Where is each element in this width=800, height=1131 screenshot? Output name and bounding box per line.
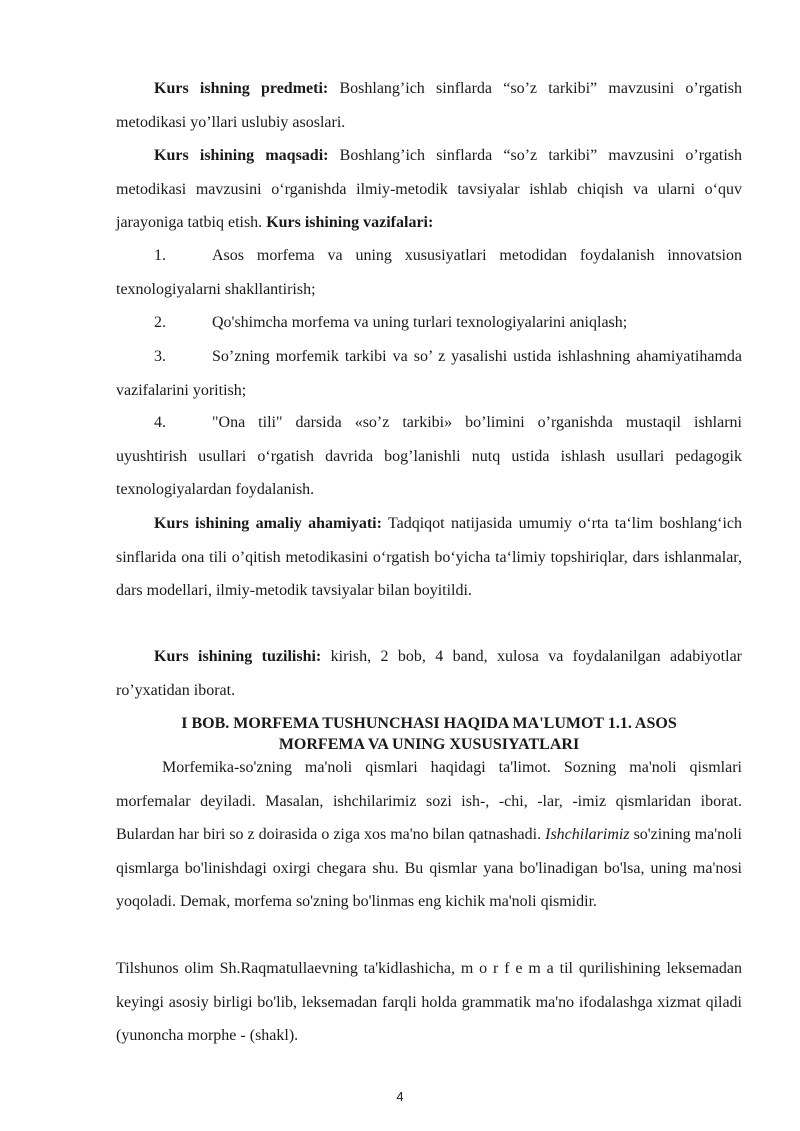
task-number: 3. <box>154 348 166 365</box>
label-tasks: Kurs ishining vazifalari: <box>266 214 434 231</box>
task-item-3 <box>116 340 742 407</box>
task-item-1 <box>116 239 742 306</box>
task-item-2 <box>116 306 742 340</box>
label-goal: Kurs ishining maqsadi: <box>154 147 329 164</box>
paragraph-morphemics <box>116 751 742 919</box>
paragraph-significance <box>116 507 742 608</box>
task-number: 2. <box>154 314 166 331</box>
task-number: 4. <box>154 414 166 431</box>
text-significance: Tadqiqot natijasida umumiy o‘rta ta‘lim boshlang‘ich sinflarida ona tili o’qitish metodikasini o‘rgatish bo‘yicha ta‘limiy topshiriqlar, dars ishlanmalar, dars modellari, ilmiy-metodik tavsiyalar bilan boyitildi. <box>116 515 742 599</box>
label-structure: Kurs ishining tuzilishi: <box>154 648 322 665</box>
paragraph-goal <box>116 139 742 240</box>
text-goal: Boshlang’ich sinflarda “so’z tarkibi” mavzusini o’rgatish metodikasi mavzusini o‘rganishda ilmiy-metodik tavsiyalar ishlab chiqish va ularni o‘quv jarayoniga tatbiq etish. <box>116 147 742 231</box>
label-significance: Kurs ishining amaliy ahamiyati: <box>154 515 382 532</box>
paragraph-structure <box>116 640 742 707</box>
task-number: 1. <box>154 247 166 264</box>
paragraph-linguist <box>116 952 742 1053</box>
task-text: Qo'shimcha morfema va uning turlari texnologiyalarini aniqlash; <box>212 314 628 331</box>
text-morphemics-italic: Ishchilarimiz <box>545 826 630 843</box>
chapter-heading-line1: I BOB. MORFEMA TUSHUNCHASI HAQIDA MA'LUMOT 1.1. ASOS <box>181 715 677 732</box>
paragraph-subject <box>116 72 742 139</box>
chapter-heading-line2: MORFEMA VA UNING XUSUSIYATLARI <box>278 736 580 753</box>
task-text: "Ona tili" darsida «so’z tarkibi» bo’limini o’rganishda mustaqil ishlarni uyushtirish usullari o‘rgatish davrida bog’lanishli nutq ustida ishlash usullari pedagogik texnologiyalardan foydalanish. <box>116 414 742 498</box>
task-text: So’zning morfemik tarkibi va so’ z yasalishi ustida ishlashning ahamiyatihamda vazifalarini yoritish; <box>116 348 742 399</box>
chapter-heading <box>116 713 742 755</box>
text-linguist: Tilshunos olim Sh.Raqmatullaevning ta'kidlashicha, m o r f e m a til qurilishining leksemadan keyingi asosiy birligi bo'lib, leksemadan farqli holda grammatik ma'no ifodalashga xizmat qiladi (yunoncha morphe - (shakl). <box>116 960 742 1044</box>
text-morphemics-a: Morfemika-so'zning ma'noli qismlari haqidagi ta'limot. Sozning ma'noli qismlari morfemalar deyiladi. Masalan, ishchilarimiz sozi ish-, -chi, -lar, -imiz qismlaridan iborat. Bulardan har biri so z doirasida o ziga xos ma'no bilan qatnashadi. <box>116 759 742 843</box>
page-number: 4 <box>396 1089 404 1104</box>
text-morphemics-b: so'zining ma'noli qismlarga bo'linishdagi oxirgi chegara shu. Bu qismlar yana bo'linadigan bo'lsa, uning ma'nosi yoqoladi. Demak, morfema so'zning bo'linmas eng kichik ma'noli qismidir. <box>116 826 743 910</box>
task-text: Asos morfema va uning xususiyatlari metodidan foydalanish innovatsion texnologiyalarni shakllantirish; <box>116 247 742 298</box>
task-item-4 <box>116 406 742 507</box>
text-subject: Boshlang’ich sinflarda “so’z tarkibi” mavzusini o’rgatish metodikasi yo’llari uslubiy asoslari. <box>116 80 742 131</box>
label-subject: Kurs ishning predmeti: <box>154 80 329 97</box>
text-structure: kirish, 2 bob, 4 band, xulosa va foydalanilgan adabiyotlar ro’yxatidan iborat. <box>116 648 742 699</box>
